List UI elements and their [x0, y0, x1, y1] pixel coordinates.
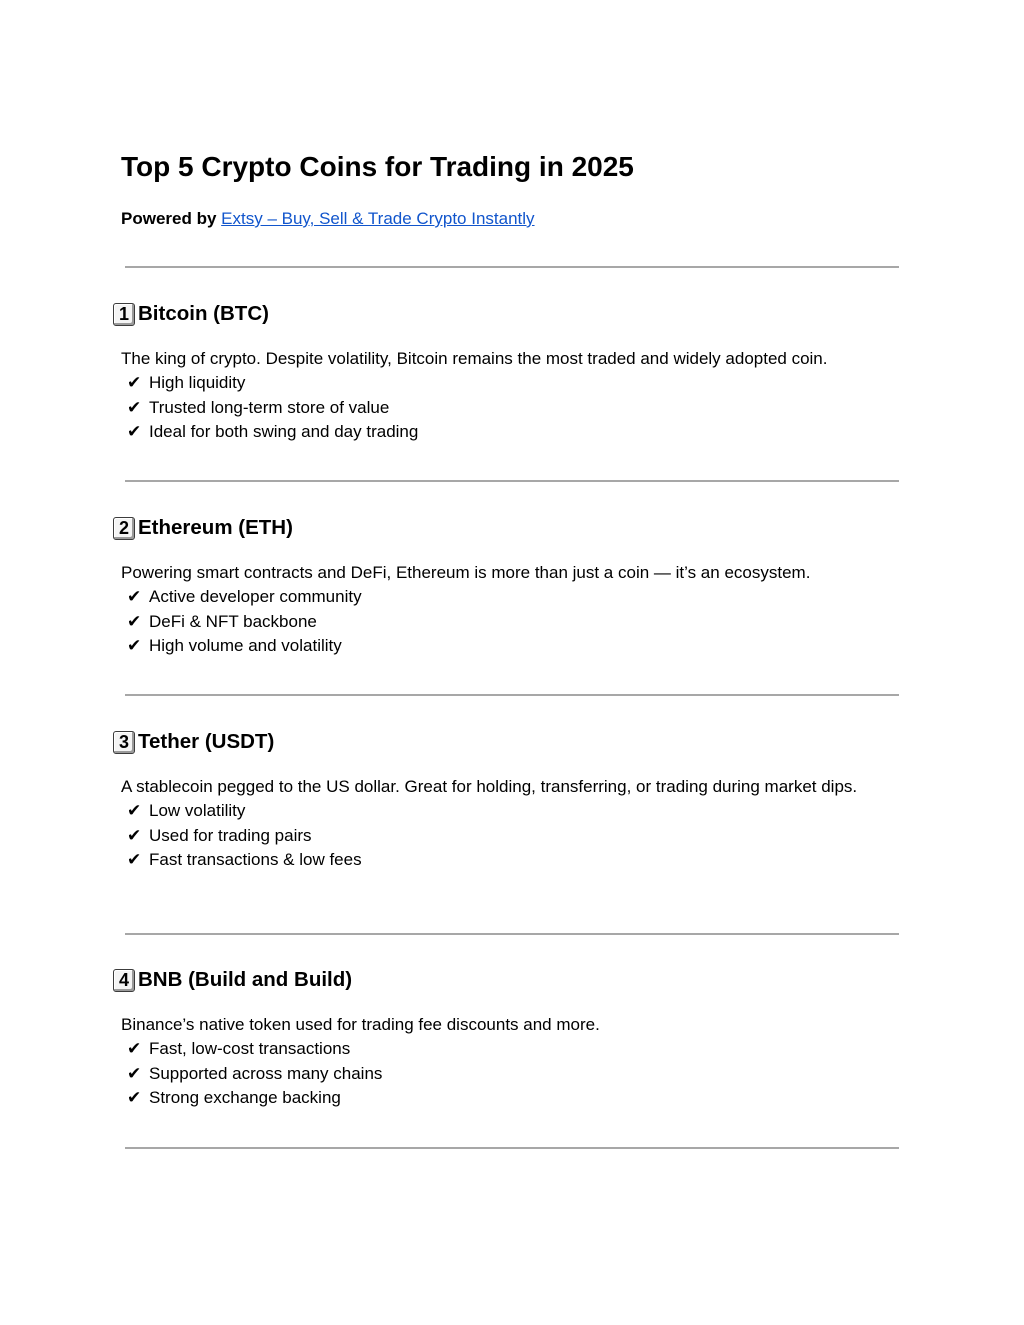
feature-item: ✔ Active developer community [127, 585, 913, 609]
coin-heading [113, 515, 913, 541]
divider [125, 480, 899, 482]
divider [125, 933, 899, 935]
feature-item: ✔ High liquidity [127, 371, 913, 395]
feature-item: ✔ Fast, low-cost transactions [127, 1037, 913, 1061]
coin-heading [113, 729, 913, 755]
feature-list [127, 371, 913, 444]
feature-list [127, 799, 913, 872]
feature-item: ✔ Low volatility [127, 799, 913, 823]
coin-description: Binance’s native token used for trading fee discounts and more. [121, 1015, 600, 1034]
checkmark-icon: ✔ [127, 373, 142, 393]
number-2-keycap-icon: 2 [113, 517, 135, 540]
feature-item: ✔ High volume and volatility [127, 634, 913, 658]
checkmark-icon: ✔ [127, 850, 142, 870]
coin-description: The king of crypto. Despite volatility, Bitcoin remains the most traded and widely adopted coin. [121, 349, 828, 368]
powered-by-label: Powered by [121, 209, 217, 228]
coin-section-ethereum [113, 515, 913, 659]
number-4-keycap-icon: 4 [113, 969, 135, 992]
checkmark-icon: ✔ [127, 587, 142, 607]
coin-name: Tether (USDT) [138, 730, 275, 753]
feature-list [127, 585, 913, 658]
page-title: Top 5 Crypto Coins for Trading in 2025 [121, 151, 634, 182]
checkmark-icon: ✔ [127, 1063, 142, 1083]
feature-item: ✔ Fast transactions & low fees [127, 848, 913, 872]
extsy-link[interactable]: Extsy – Buy, Sell & Trade Crypto Instantly [221, 209, 535, 228]
checkmark-icon: ✔ [127, 397, 142, 417]
checkmark-icon: ✔ [127, 1039, 142, 1059]
coin-section-bitcoin [113, 301, 913, 445]
coin-description: A stablecoin pegged to the US dollar. Great for holding, transferring, or trading during market dips. [121, 777, 858, 796]
coin-section-tether [113, 729, 913, 873]
divider [125, 1147, 899, 1149]
coin-name: Bitcoin (BTC) [138, 302, 269, 325]
powered-by-line [121, 208, 535, 230]
coin-name: Ethereum (ETH) [138, 516, 293, 539]
feature-item: ✔ Used for trading pairs [127, 824, 913, 848]
checkmark-icon: ✔ [127, 611, 142, 631]
divider [125, 694, 899, 696]
coin-name: BNB (Build and Build) [138, 968, 353, 991]
coin-heading [113, 967, 913, 993]
checkmark-icon: ✔ [127, 422, 142, 442]
number-1-keycap-icon: 1 [113, 303, 135, 326]
divider [125, 266, 899, 268]
feature-item: ✔ Supported across many chains [127, 1062, 913, 1086]
checkmark-icon: ✔ [127, 801, 142, 821]
coin-section-bnb [113, 967, 913, 1111]
checkmark-icon: ✔ [127, 1088, 142, 1108]
checkmark-icon: ✔ [127, 825, 142, 845]
feature-item: ✔ DeFi & NFT backbone [127, 610, 913, 634]
number-3-keycap-icon: 3 [113, 731, 135, 754]
coin-description: Powering smart contracts and DeFi, Ethereum is more than just a coin — it’s an ecosystem. [121, 563, 811, 582]
coin-heading [113, 301, 913, 327]
feature-list [127, 1037, 913, 1110]
checkmark-icon: ✔ [127, 636, 142, 656]
feature-item: ✔ Trusted long-term store of value [127, 396, 913, 420]
feature-item: ✔ Ideal for both swing and day trading [127, 420, 913, 444]
feature-item: ✔ Strong exchange backing [127, 1086, 913, 1110]
